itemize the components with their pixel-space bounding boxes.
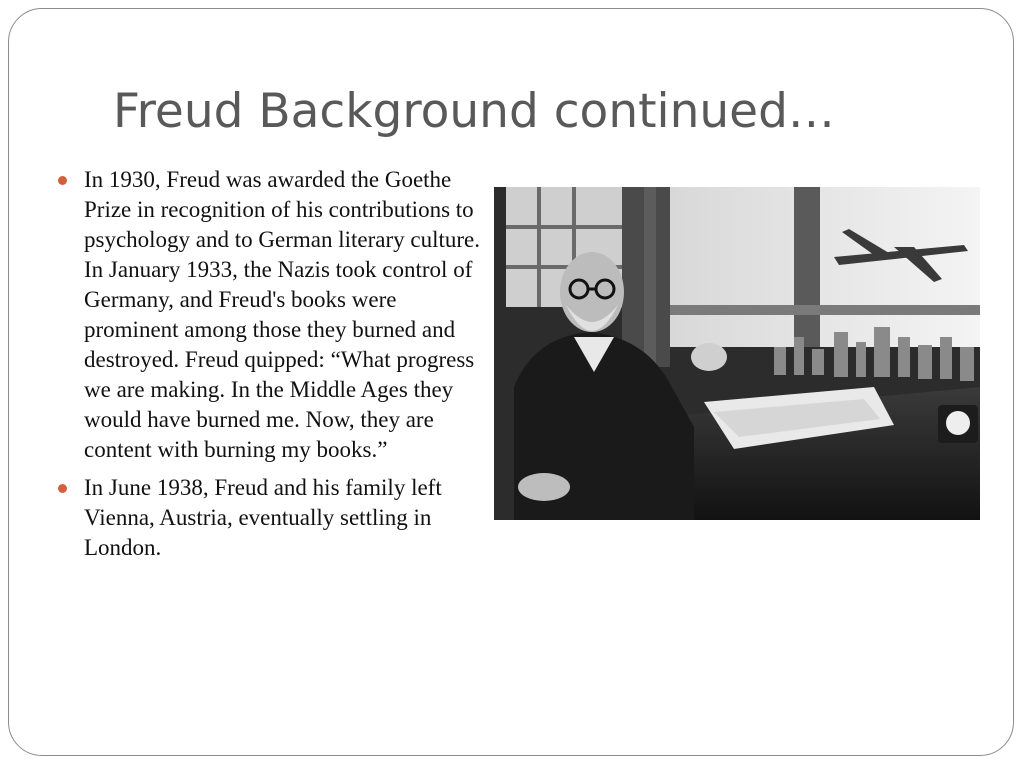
bullet-icon — [58, 176, 67, 185]
bullet-text: In June 1938, Freud and his family left Vienna, Austria, eventually settling in London. — [84, 475, 442, 560]
slide-title: Freud Background continued… — [113, 84, 835, 139]
bullet-icon — [58, 484, 67, 493]
bullet-text: In 1930, Freud was awarded the Goethe Prize in recognition of his contributions to psychology and to German literary culture. In January 1933, the Nazis took control of Germany, and Freud's books were prominent among those they burned and destroyed. Freud quipped: “What progress we are making. In the Middle Ages they would have burned me. Now, they are content with burning my books.” — [84, 167, 480, 462]
bullet-item — [50, 165, 490, 465]
bullet-list — [50, 165, 490, 571]
bullet-item — [50, 473, 490, 563]
freud-photo — [494, 187, 980, 520]
